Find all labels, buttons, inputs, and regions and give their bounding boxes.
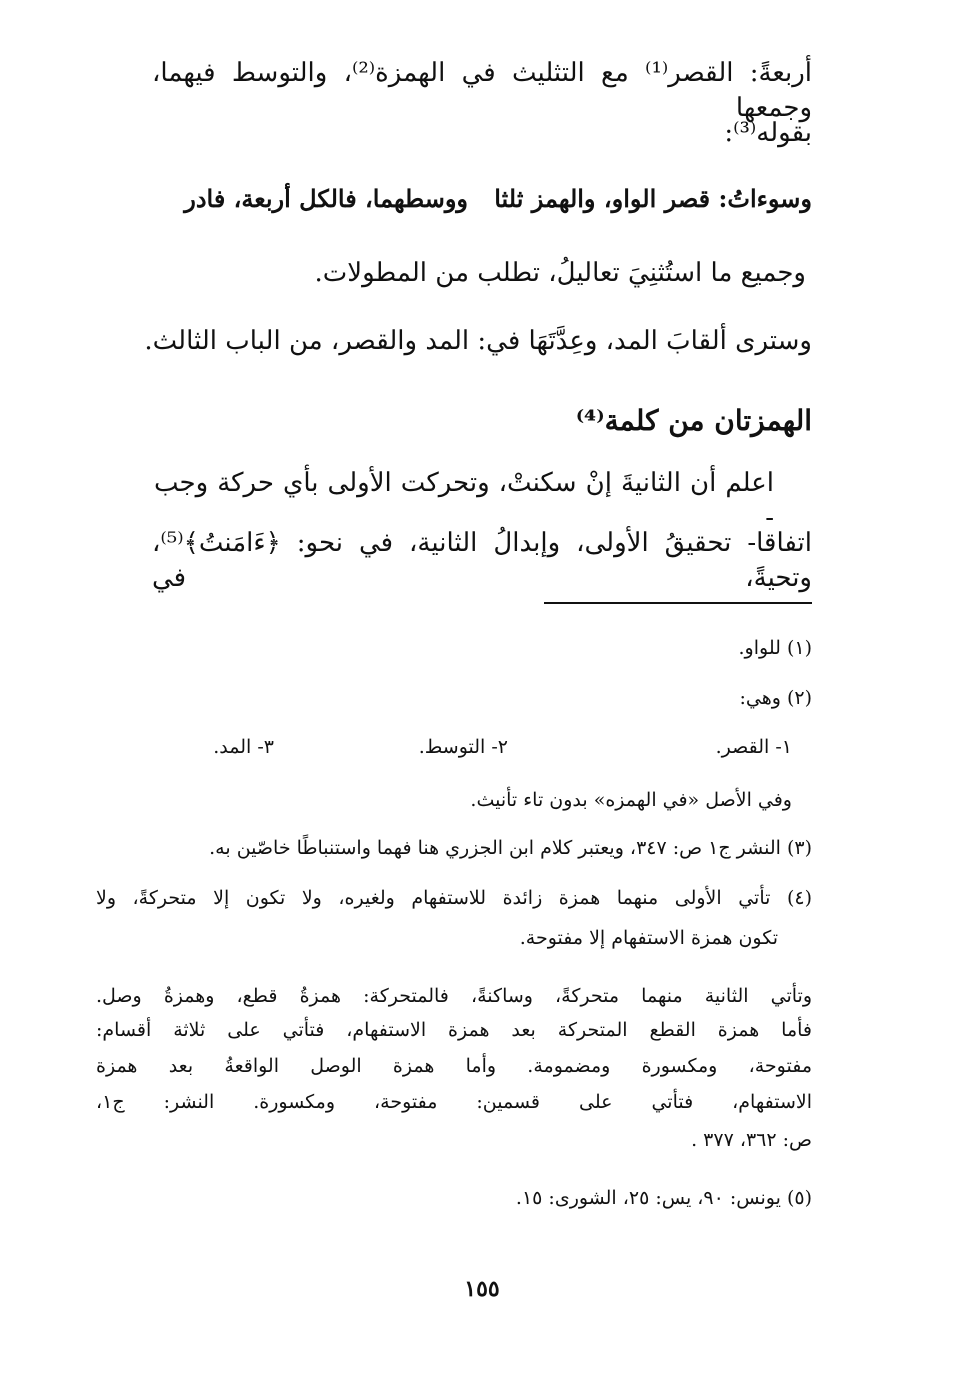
footnote-4-line-b: تكون همزة الاستفهام إلا مفتوحة.: [519, 927, 778, 949]
footnote-2-note: وفي الأصل «في الهمزه» بدون تاء تأنيث.: [470, 789, 792, 811]
footnote-4-line-a: (٤) تأتي الأولى منهما همزة زائدة للاستفهام ولغيره، ولا تكون إلا متحركةً، ولا: [96, 887, 812, 909]
footnote-separator: [544, 602, 812, 604]
footnote-4-line-d: فأما همزة القطع المتحركة بعد همزة الاستفهام، فتأتي على ثلاثة أقسام:: [96, 1019, 812, 1041]
footnote-5: (٥) يونس: ٩٠، يس: ٢٥، الشورى: ١٥.: [515, 1187, 812, 1209]
footnote-1: (١) للواو.: [738, 637, 812, 659]
body-line-6: اتفاقا- تحقيقُ الأولى، وإبدالُ الثانية، في نحو: ﴿ءَامَنتُ﴾⁽⁵⁾، وتحيةً، في: [152, 528, 812, 594]
body-line-4: وسترى ألقابَ المد، وعِدَّتَهَا في: المد والقصر، من الباب الثالث.: [144, 326, 812, 356]
footnote-2-item-1: ١- القصر.: [715, 736, 792, 758]
footnote-4-line-c: وتأتي الثانية منهما متحركةً، وساكنةً، فالمتحركة: همزةُ قطع، وهمزةُ وصل.: [96, 985, 812, 1007]
poem-hemistich-left: ووسطهما، فالكل أربعة، فادر: [184, 184, 468, 213]
section-heading: الهمزتان من كلمة⁽⁴⁾: [575, 404, 812, 437]
footnote-3: (٣) النشر ج١ ص: ٣٤٧، ويعتبر كلام ابن الجزري هنا فهما واستنباطًا خاصّين به.: [209, 837, 812, 859]
body-line-1: أربعةً: القصر⁽¹⁾ مع التثليث في الهمزة⁽²⁾، والتوسط فيهما، وجمعها: [152, 58, 812, 124]
footnote-2-item-3: ٣- المد.: [213, 736, 274, 758]
body-line-2: بقوله⁽³⁾:: [724, 118, 812, 148]
body-line-5: اعلم أن الثانيةَ إنْ سكنتْ، وتحركت الأولى بأي حركة وجب -: [154, 468, 774, 534]
poem-hemistich-right: وسوءاتُ: قصر الواو، والهمز ثلثا: [494, 184, 812, 213]
page-number: ١٥٥: [464, 1276, 500, 1302]
footnote-2-item-2: ٢- التوسط.: [418, 736, 508, 758]
footnote-2: (٢) وهي:: [739, 687, 812, 709]
footnote-4-line-g: ص: ٣٦٢، ٣٧٧ .: [691, 1129, 812, 1151]
body-line-3: وجميع ما استُثنِيَ تعاليلُ، تطلب من المطولات.: [314, 258, 806, 288]
footnote-4-line-e: مفتوحة، ومكسورة ومضمومة. وأما همزة الوصل الواقعةُ بعد همزة: [96, 1055, 812, 1077]
footnote-4-line-f: الاستفهام، فتأتي على قسمين: مفتوحة، ومكسورة. النشر: ج١،: [96, 1091, 812, 1113]
